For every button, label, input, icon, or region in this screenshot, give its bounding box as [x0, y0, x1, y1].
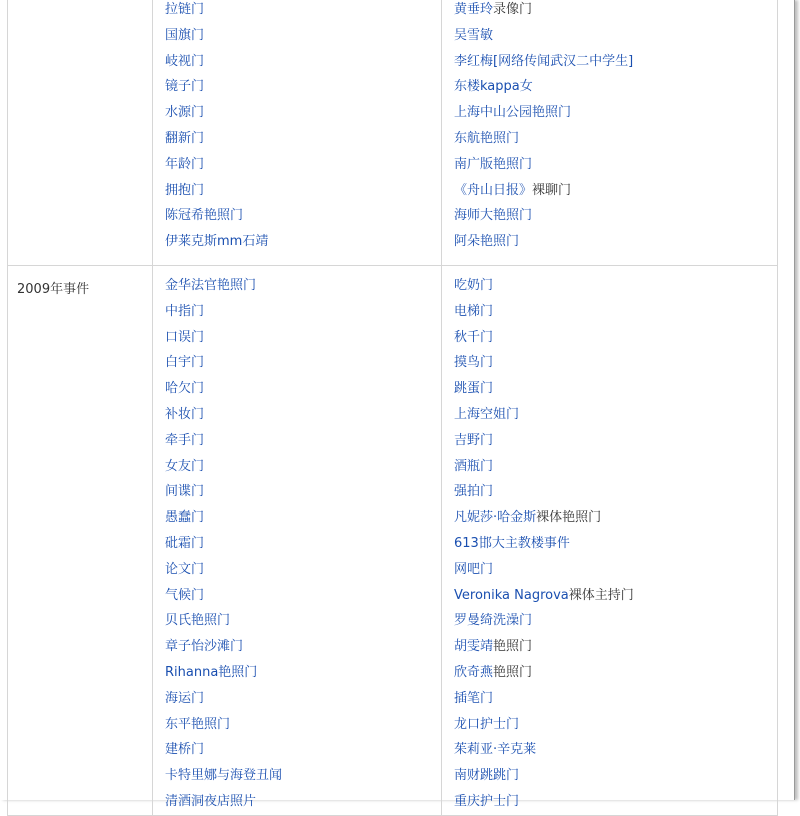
event-link[interactable]: Veronika Nagrova: [454, 587, 569, 603]
event-link[interactable]: 南财跳跳门: [454, 768, 520, 784]
list-item: [165, 325, 441, 351]
event-suffix-text: 艳照门: [493, 664, 533, 680]
list-item: [454, 325, 777, 351]
list-item: [165, 660, 441, 686]
event-links: [454, 0, 777, 255]
event-link[interactable]: 贝氏艳照门: [165, 613, 231, 629]
section-row: [8, 265, 778, 815]
event-link[interactable]: 补妆门: [165, 406, 205, 422]
list-item: [165, 152, 441, 178]
event-list-left: [153, 265, 442, 815]
event-link[interactable]: 章子怡沙滩门: [165, 639, 244, 655]
event-link[interactable]: 东平艳照门: [165, 716, 231, 732]
list-item: [165, 789, 441, 815]
list-item: [165, 126, 441, 152]
event-suffix-text: 艳照门: [493, 639, 533, 655]
event-list-left: [153, 0, 442, 265]
list-item: [165, 376, 441, 402]
event-link[interactable]: 东航艳照门: [454, 130, 520, 146]
event-link[interactable]: 酒瓶门: [454, 458, 494, 474]
event-link[interactable]: 海师大艳照门: [454, 208, 533, 224]
list-item: [165, 178, 441, 204]
event-suffix-text: 裸聊门: [532, 182, 572, 198]
list-item: [454, 273, 777, 299]
list-item: [165, 229, 441, 255]
event-link[interactable]: 气候门: [165, 587, 205, 603]
event-link[interactable]: 国旗门: [165, 27, 205, 43]
list-item: [165, 299, 441, 325]
list-item: [454, 74, 777, 100]
event-list-right: [442, 0, 778, 265]
list-item: [165, 74, 441, 100]
list-item: [454, 178, 777, 204]
year-label: 2009年事件: [8, 265, 153, 815]
event-link[interactable]: 女友门: [165, 458, 205, 474]
list-item: [454, 557, 777, 583]
list-item: [454, 454, 777, 480]
event-link[interactable]: 牵手门: [165, 432, 205, 448]
list-item: [454, 299, 777, 325]
event-link[interactable]: 愚蠢门: [165, 510, 205, 526]
list-item: [454, 505, 777, 531]
event-link[interactable]: 间谍门: [165, 484, 205, 500]
event-link[interactable]: 吉野门: [454, 432, 494, 448]
event-link[interactable]: 砒霜门: [165, 535, 205, 551]
list-item: [454, 23, 777, 49]
event-link[interactable]: 罗曼绮洗澡门: [454, 613, 533, 629]
event-link[interactable]: 黄垂玲: [454, 2, 494, 17]
event-list-right: [442, 265, 778, 815]
list-item: [454, 712, 777, 738]
event-link[interactable]: 陈冠希艳照门: [165, 208, 244, 224]
event-links: [165, 273, 441, 815]
event-link[interactable]: 插笔门: [454, 690, 494, 706]
event-links: [165, 0, 441, 255]
list-item: [165, 686, 441, 712]
event-link[interactable]: 《舟山日报》: [454, 182, 533, 198]
event-link[interactable]: 胡雯靖: [454, 639, 494, 655]
list-item: [454, 531, 777, 557]
event-link[interactable]: 茱莉亚·辛克莱: [454, 742, 537, 758]
list-item: [165, 350, 441, 376]
event-link[interactable]: 吴雪敏: [454, 27, 494, 43]
list-item: [165, 763, 441, 789]
list-item: [454, 634, 777, 660]
event-link[interactable]: 水源门: [165, 105, 205, 121]
event-link[interactable]: 上海中山公园艳照门: [454, 105, 572, 121]
list-item: [165, 505, 441, 531]
event-link[interactable]: 重庆护士门: [454, 793, 520, 809]
list-item: [165, 49, 441, 75]
event-link[interactable]: 东楼kappa女: [454, 79, 533, 95]
events-table: [7, 0, 778, 816]
event-suffix-text: 裸体艳照门: [536, 510, 602, 526]
event-link[interactable]: 岐视门: [165, 53, 205, 69]
list-item: [454, 737, 777, 763]
event-link[interactable]: 网吧门: [454, 561, 494, 577]
event-link[interactable]: 电梯门: [454, 303, 494, 319]
list-item: [454, 350, 777, 376]
event-link[interactable]: 李红梅[网络传闻武汉二中学生]: [454, 53, 634, 69]
list-item: [165, 583, 441, 609]
list-item: [454, 100, 777, 126]
event-link[interactable]: 年龄门: [165, 156, 205, 172]
event-link[interactable]: 伊莱克斯mm石靖: [165, 234, 269, 250]
event-link[interactable]: 凡妮莎·哈金斯: [454, 510, 537, 526]
list-item: [454, 686, 777, 712]
list-item: [454, 479, 777, 505]
section-row: [8, 0, 778, 265]
list-item: [454, 152, 777, 178]
list-item: [454, 660, 777, 686]
list-item: [165, 23, 441, 49]
list-item: [165, 479, 441, 505]
event-suffix-text: 裸体主持门: [568, 587, 634, 603]
list-item: [165, 0, 441, 23]
event-links: [454, 273, 777, 815]
list-item: [454, 229, 777, 255]
event-link[interactable]: 欣奇燕: [454, 664, 494, 680]
event-link[interactable]: 阿朵艳照门: [454, 234, 520, 250]
list-item: [454, 428, 777, 454]
event-link[interactable]: 龙口护士门: [454, 716, 520, 732]
event-link[interactable]: 秋千门: [454, 329, 494, 345]
list-item: [454, 126, 777, 152]
list-item: [165, 712, 441, 738]
event-suffix-text: 录像门: [493, 2, 533, 17]
event-link[interactable]: Rihanna艳照门: [165, 664, 258, 680]
event-link[interactable]: 拉链门: [165, 2, 205, 17]
event-link[interactable]: 南广版艳照门: [454, 156, 533, 172]
list-item: [454, 49, 777, 75]
event-link[interactable]: 建桥门: [165, 742, 205, 758]
event-link[interactable]: 613邯大主教楼事件: [454, 535, 570, 551]
list-item: [165, 557, 441, 583]
event-link[interactable]: 海运门: [165, 690, 205, 706]
event-link[interactable]: 卡特里娜与海登丑闻: [165, 768, 283, 784]
event-link[interactable]: 白宇门: [165, 355, 205, 371]
list-item: [165, 531, 441, 557]
event-link[interactable]: 口误门: [165, 329, 205, 345]
list-item: [165, 100, 441, 126]
list-item: [454, 376, 777, 402]
list-item: [454, 789, 777, 815]
list-item: [454, 402, 777, 428]
event-link[interactable]: 拥抱门: [165, 182, 205, 198]
event-link[interactable]: 哈欠门: [165, 381, 205, 397]
list-item: [165, 402, 441, 428]
event-link[interactable]: 论文门: [165, 561, 205, 577]
event-link[interactable]: 镜子门: [165, 79, 205, 95]
year-label: [8, 0, 153, 265]
list-item: [165, 428, 441, 454]
list-item: [165, 737, 441, 763]
list-item: [165, 454, 441, 480]
list-item: [454, 763, 777, 789]
event-link[interactable]: 强拍门: [454, 484, 494, 500]
list-item: [165, 608, 441, 634]
event-link[interactable]: 摸鸟门: [454, 355, 494, 371]
event-link[interactable]: 吃奶门: [454, 277, 494, 293]
list-item: [454, 203, 777, 229]
event-link[interactable]: 中指门: [165, 303, 205, 319]
list-item: [165, 203, 441, 229]
list-item: [454, 608, 777, 634]
list-item: [165, 273, 441, 299]
event-link[interactable]: 清酒洞夜店照片: [165, 793, 257, 809]
event-link[interactable]: 金华法官艳照门: [165, 277, 257, 293]
event-link[interactable]: 上海空姐门: [454, 406, 520, 422]
list-item: [454, 0, 777, 23]
event-link[interactable]: 跳蛋门: [454, 381, 494, 397]
list-item: [165, 634, 441, 660]
event-link[interactable]: 翻新门: [165, 130, 205, 146]
list-item: [454, 583, 777, 609]
